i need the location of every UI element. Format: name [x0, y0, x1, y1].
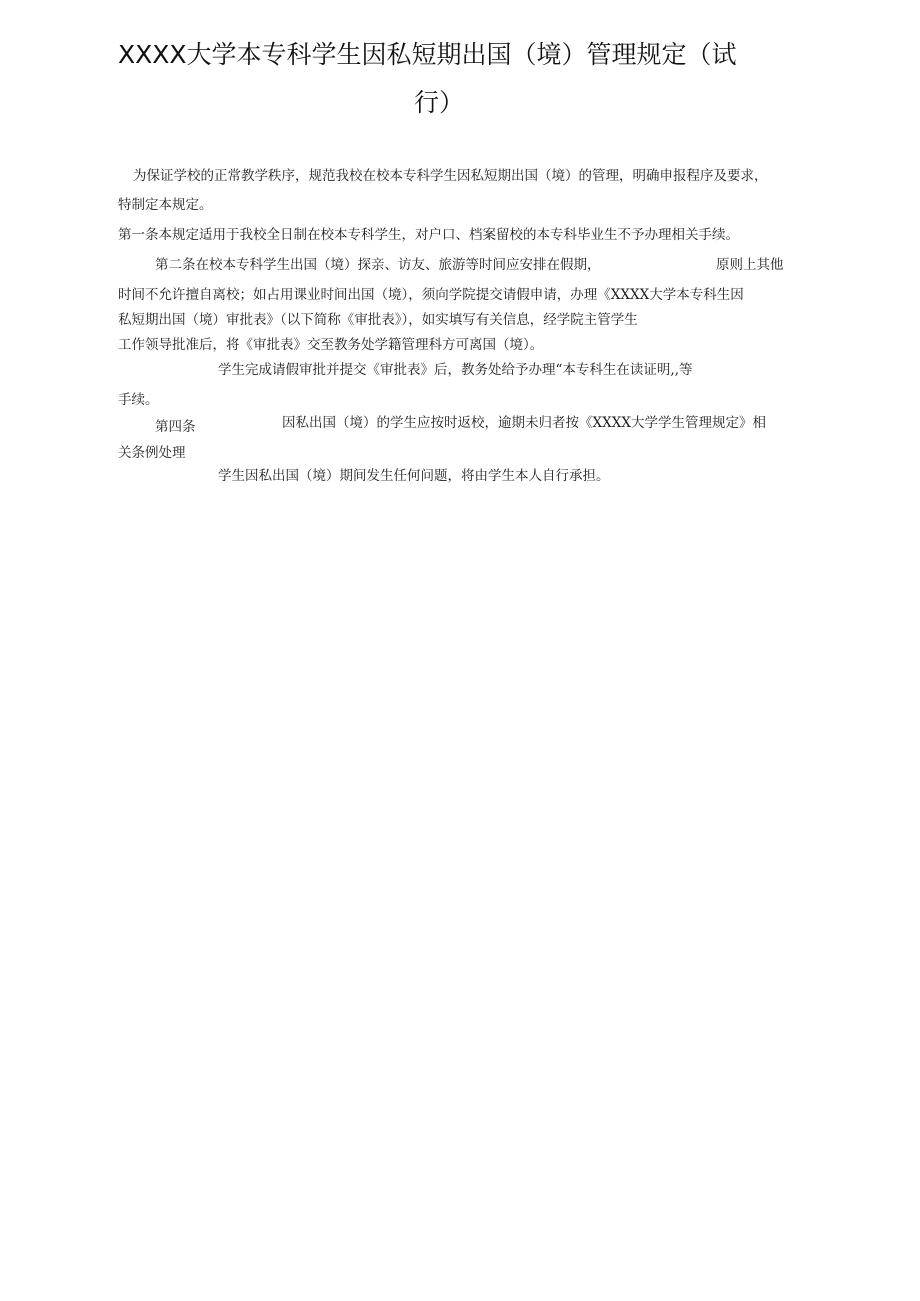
article-4-label: 第四条 — [155, 419, 196, 435]
article-2-line-2: 时间不允许擅自离校；如占用课业时间出国（境），须向学院提交请假申请，办理《XXXX大学本专科生因 — [118, 287, 744, 303]
article-1: 第一条本规定适用于我校全日制在校本专科学生，对户口、档案留校的本专科毕业生不予办理相关手续。 — [118, 227, 739, 243]
article-2-line-3: 私短期出国（境）审批表》（以下简称《审批表》），如实填写有关信息，经学院主管学生 — [118, 312, 638, 328]
article-4-line-2: 关条例处理 — [118, 445, 186, 461]
article-5-line-1: 学生因私出国（境）期间发生任何问题，将由学生本人自行承担。 — [218, 468, 610, 484]
article-2-line-1a: 第二条在校本专科学生出国（境）探亲、访友、旅游等时间应安排在假期， — [155, 257, 601, 273]
preamble-line-1: 为保证学校的正常教学秩序，规范我校在校本专科学生因私短期出国（境）的管理，明确申报程序及要求， — [133, 168, 768, 184]
article-2-line-4: 工作领导批准后，将《审批表》交至教务处学籍管理科方可离国（境）。 — [118, 337, 544, 353]
article-3-line-1: 学生完成请假审批并提交《审批表》后，教务处给予办理“本专科生在读证明,,等 — [218, 362, 693, 378]
article-4-line-1: 因私出国（境）的学生应按时返校，逾期未归者按《XXXX大学学生管理规定》相 — [282, 415, 766, 431]
document-title-line-1: XXXX大学本专科学生因私短期出国（境）管理规定（试 — [118, 40, 737, 69]
article-3-line-2: 手续。 — [118, 392, 159, 408]
article-2-line-1b: 原则上其他 — [716, 257, 784, 273]
document-title-line-2: 行） — [414, 88, 465, 117]
preamble-line-2: 特制定本规定。 — [118, 197, 213, 213]
